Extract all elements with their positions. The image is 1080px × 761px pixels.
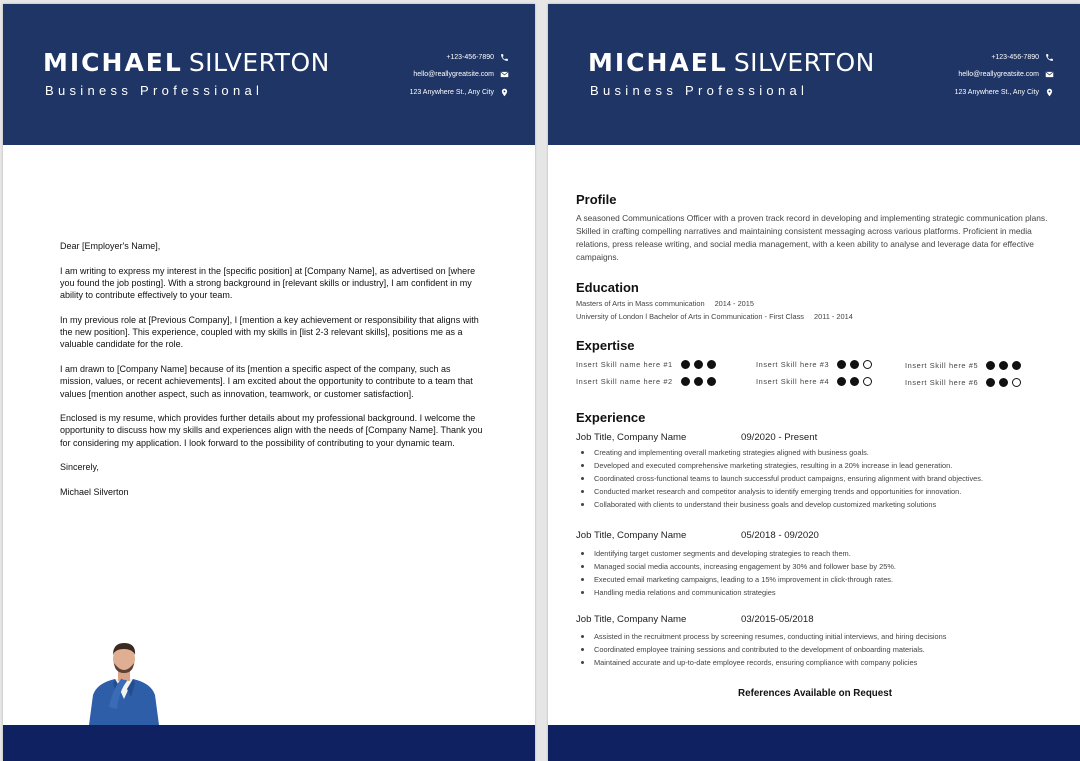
job-title: Job Title, Company Name [576, 614, 687, 625]
job-duty: Conducted market research and competitor analysis to identify emerging trends and opportunities for innovation. [580, 485, 1050, 498]
name-heading [588, 48, 875, 77]
portrait-photo [87, 637, 161, 725]
skill-item [576, 377, 716, 386]
job-duty: Assisted in the recruitment process by screening resumes, conducting initial interviews, and hiring decisions [580, 630, 1050, 643]
skill-name: Insert Skill here #4 [756, 377, 830, 386]
job-header [576, 530, 819, 541]
skill-name: Insert Skill here #3 [756, 360, 830, 369]
name-heading [43, 48, 330, 77]
rating-dot-filled [986, 378, 995, 387]
job-dates: 09/2020 - Present [741, 432, 818, 443]
rating-dot-filled [837, 360, 846, 369]
last-name: SILVERTON [733, 48, 875, 77]
job-dates: 05/2018 - 09/2020 [741, 530, 819, 541]
job-duties-list [580, 630, 1050, 669]
rating-dot-filled [1012, 361, 1021, 370]
job-title: Job Title, Company Name [576, 530, 687, 541]
skill-name: Insert Skill name here #1 [576, 360, 673, 369]
education-degree: University of London l Bachelor of Arts in Communication - First Class [576, 312, 804, 321]
letter-paragraph: I am writing to express my interest in the [specific position] at [Company Name], as advertised on [where you found the job posting]. With a strong background in [relevant skills or industry], I am confident in my ability to contribute effectively to your team. [60, 265, 476, 301]
last-name: SILVERTON [188, 48, 330, 77]
rating-dot-filled [837, 377, 846, 386]
letter-signature: Michael Silverton [60, 486, 129, 497]
expertise-heading: Expertise [576, 338, 635, 353]
cover-letter-page [3, 4, 535, 761]
phone-icon [1045, 53, 1054, 62]
job-duties-list [580, 547, 1050, 599]
first-name: MICHAEL [588, 48, 728, 77]
job-title: Job Title, Company Name [576, 432, 687, 443]
rating-dot-filled [681, 360, 690, 369]
rating-dot-filled [986, 361, 995, 370]
phone-text: +123-456-7890 [991, 54, 1039, 61]
phone-icon [500, 53, 509, 62]
rating-dot-filled [694, 360, 703, 369]
rating-dot-empty [863, 360, 872, 369]
contact-phone [446, 53, 509, 62]
skill-item [905, 378, 1021, 387]
rating-dot-filled [707, 360, 716, 369]
job-duty: Handling media relations and communication strategies [580, 586, 1050, 599]
job-duty: Developed and executed comprehensive marketing strategies, resulting in a 20% increase in lead generation. [580, 459, 1050, 472]
email-text: hello@reallygreatsite.com [958, 71, 1039, 78]
first-name: MICHAEL [43, 48, 183, 77]
letter-paragraph: I am drawn to [Company Name] because of its [mention a specific aspect of the company, such as mission, values, or recent achievements]. I am excited about the opportunity to contribute to a team that values [mention another aspect, such as innovation, teamwork, or customer satisfaction]. [60, 363, 473, 399]
profile-summary: A seasoned Communications Officer with a proven track record in developing and implementing strategic communication plans. Skilled in crafting compelling narratives and maintaining consistent messaging across various platforms. Proficient in media relations, press release writing, and social media management, with a keen ability to analyse and leverage data for effective campaigns. [576, 213, 1048, 262]
skill-item [756, 377, 872, 386]
skill-name: Insert Skill here #6 [905, 378, 979, 387]
job-header [576, 432, 818, 443]
job-duty: Coordinated employee training sessions and contributed to the development of onboarding materials. [580, 643, 1050, 656]
rating-dot-empty [863, 377, 872, 386]
job-title-subtitle: Business Professional [45, 83, 264, 98]
mail-icon [500, 70, 509, 79]
education-heading: Education [576, 280, 639, 295]
job-duty: Creating and implementing overall marketing strategies aligned with business goals. [580, 446, 1050, 459]
rating-dot-filled [850, 360, 859, 369]
education-degree: Masters of Arts in Mass communication [576, 299, 705, 308]
education-years: 2011 - 2014 [813, 312, 853, 321]
address-text: 123 Anywhere St., Any City [954, 89, 1039, 96]
job-duty: Managed social media accounts, increasing engagement by 30% and follower base by 25%. [580, 560, 1050, 573]
rating-dot-filled [707, 377, 716, 386]
letter-paragraph: In my previous role at [Previous Company], I [mention a key achievement or responsibility that aligns with the new position]. This experience, coupled with my skills in [list 2-3 relevant skills], positions me as a valuable candidate for the role. [60, 314, 479, 350]
job-duty: Maintained accurate and up-to-date employee records, ensuring compliance with company policies [580, 656, 1050, 669]
job-title-subtitle: Business Professional [590, 83, 809, 98]
skill-rating [837, 377, 872, 386]
location-pin-icon [500, 88, 509, 97]
rating-dot-filled [999, 361, 1008, 370]
skill-rating [681, 377, 716, 386]
contact-address [955, 88, 1054, 97]
cover-letter-header [3, 4, 535, 145]
profile-heading: Profile [576, 192, 617, 207]
letter-paragraph: Enclosed is my resume, which provides further details about my professional background. I welcome the opportunity to discuss how my skills and experiences align with the needs of [Company Name]. Thank you for considering my application. I look forward to the possibility of contributing to your dynamic team. [60, 413, 483, 448]
rating-dot-empty [1012, 378, 1021, 387]
job-dates: 03/2015-05/2018 [741, 614, 814, 625]
address-text: 123 Anywhere St., Any City [409, 89, 494, 96]
experience-heading: Experience [576, 410, 646, 425]
education-entry [576, 312, 853, 321]
job-duty: Collaborated with clients to understand their business goals and develop customized marketing solutions [580, 498, 1050, 511]
skill-rating [681, 360, 716, 369]
resume-page [548, 4, 1080, 761]
mail-icon [1045, 70, 1054, 79]
education-entry [576, 299, 754, 308]
rating-dot-filled [694, 377, 703, 386]
resume-header [548, 4, 1080, 145]
job-duty: Coordinated cross-functional teams to launch successful product campaigns, ensuring alignment with brand objectives. [580, 472, 1050, 485]
page-footer-bar [548, 725, 1080, 761]
location-pin-icon [1045, 88, 1054, 97]
email-text: hello@reallygreatsite.com [413, 71, 494, 78]
skill-name: Insert Skill here #5 [905, 361, 979, 370]
contact-address [410, 88, 509, 97]
skill-item [576, 360, 716, 369]
cover-letter-body [60, 240, 484, 511]
skill-name: Insert Skill name here #2 [576, 377, 673, 386]
job-duty: Identifying target customer segments and developing strategies to reach them. [580, 547, 1050, 560]
phone-text: +123-456-7890 [446, 54, 494, 61]
skill-item [756, 360, 872, 369]
rating-dot-filled [999, 378, 1008, 387]
letter-greeting: Dear [Employer's Name], [60, 241, 161, 251]
references-note: References Available on Request [738, 688, 892, 699]
job-header [576, 614, 814, 625]
letter-closing: Sincerely, [60, 462, 99, 473]
job-duty: Executed email marketing campaigns, leading to a 15% improvement in click-through rates. [580, 573, 1050, 586]
page-footer-bar [3, 725, 535, 761]
skill-rating [837, 360, 872, 369]
skill-rating [986, 378, 1021, 387]
rating-dot-filled [681, 377, 690, 386]
education-years: 2014 - 2015 [714, 299, 755, 308]
job-duties-list [580, 446, 1050, 511]
contact-email [958, 70, 1054, 79]
skill-rating [986, 361, 1021, 370]
skill-item [905, 361, 1021, 370]
contact-email [413, 70, 509, 79]
contact-phone [991, 53, 1054, 62]
rating-dot-filled [850, 377, 859, 386]
